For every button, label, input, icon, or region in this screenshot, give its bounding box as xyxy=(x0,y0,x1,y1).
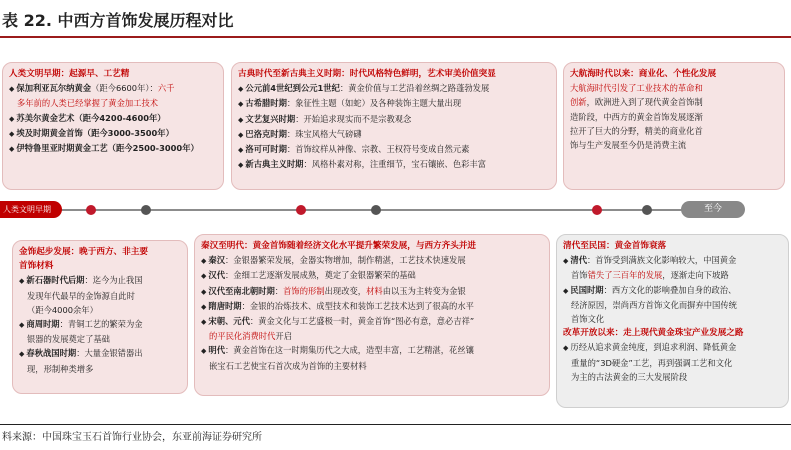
item-text: ：开始追求现实而不是宗教观念 xyxy=(295,113,412,124)
list-item xyxy=(563,340,782,355)
list-item xyxy=(19,346,181,361)
item-text: ： xyxy=(274,285,284,296)
box-heading-cont: 首饰材料 xyxy=(19,261,54,272)
bullet-icon: ◆ xyxy=(201,272,207,281)
bullet-icon: ◆ xyxy=(201,347,207,356)
bullet-icon: ◆ xyxy=(9,129,15,138)
list-item-continuation: 现，形制种类增多 xyxy=(27,363,94,374)
list-item xyxy=(238,142,550,157)
list-item xyxy=(238,127,550,142)
list-item xyxy=(201,268,543,283)
list-item-continuation: （距今4000余年） xyxy=(27,304,98,315)
item-label: 公元前4世纪到公元1世纪 xyxy=(245,83,340,94)
list-item xyxy=(9,81,217,96)
text-line: 造阶段，中西方的黄金首饰发展逐渐 xyxy=(570,111,703,122)
item-highlight: 创新 xyxy=(570,97,587,108)
text-line xyxy=(570,95,778,109)
bullet-icon: ◆ xyxy=(201,287,207,296)
item-text: ：象征性主题（如蛇）及各种装饰主题大量出现 xyxy=(286,98,462,109)
text-line: 大航海时代引发了工业技术的革命和 xyxy=(570,83,703,94)
item-label: 文艺复兴时期 xyxy=(245,113,296,124)
item-label: 汉代 xyxy=(208,270,225,281)
list-item-continuation: 重量的“3D硬金”工艺，再到强调工艺和文化 xyxy=(571,357,733,368)
item-label: 洛可可时期 xyxy=(245,144,287,155)
item-label: 明代 xyxy=(208,345,225,356)
list-item-continuation xyxy=(9,96,217,110)
box-qing-to-modern xyxy=(556,234,789,408)
item-text: 由以玉为主转变为金银 xyxy=(382,285,466,296)
list-item xyxy=(19,273,181,288)
item-text: ：金细工艺逐渐发展成熟，奠定了金银器繁荣的基础 xyxy=(225,270,416,281)
bullet-icon: ◆ xyxy=(201,318,207,327)
item-text: ：黄金文化与工艺盛极一时，黄金首饰“图必有意，意必吉祥” xyxy=(249,316,475,327)
list-item xyxy=(238,112,550,127)
source-note: 料来源：中国珠宝玉石首饰行业协会，东亚前海证券研究所 xyxy=(2,432,262,443)
page-title: 表 22. 中西方首饰发展历程对比 xyxy=(2,11,234,30)
item-text: （距今4200-4600年） xyxy=(74,112,166,123)
box-heading: 秦汉至明代：黄金首饰随着经济文化水平提升繁荣发展，与西方齐头并进 xyxy=(201,241,477,251)
item-text: ，欧洲进入到了现代黄金首饰制 xyxy=(586,97,703,108)
item-highlight: 的平民化消费时代 xyxy=(209,331,276,342)
item-label: 商周时期 xyxy=(26,319,60,330)
box-heading: 清代至民国：黄金首饰衰落 xyxy=(563,241,667,251)
item-text: ：金银的冶炼技术、成型技术和装饰工艺技术达到了很高的水平 xyxy=(241,300,474,311)
box-heading: 古典时代至新古典主义时期：时代风格特色鲜明，艺术审美价值突显 xyxy=(238,69,496,79)
item-highlight: 错失了三百年的发展 xyxy=(587,270,663,281)
bullet-icon: ◆ xyxy=(9,145,15,154)
item-text: ：迄今为止我国 xyxy=(84,275,143,286)
box-heading-2: 改革开放以来：走上现代黄金珠宝产业发展之路 xyxy=(563,328,744,339)
item-text: 历经从追求黄金纯度，到追求利润、降低黄金 xyxy=(570,342,737,353)
bullet-icon: ◆ xyxy=(201,302,207,311)
bullet-icon: ◆ xyxy=(238,100,244,109)
title-divider xyxy=(0,36,791,38)
bullet-icon: ◆ xyxy=(9,85,15,94)
list-item xyxy=(19,317,181,332)
item-label: 新石器时代后期 xyxy=(26,275,85,286)
item-text: （距今2500-3000年） xyxy=(107,143,199,154)
item-label: 宋朝、元代 xyxy=(208,316,250,327)
item-text: ：首饰纹样从神像、宗教、王权符号变成自然元素 xyxy=(286,144,470,155)
item-text: ：西方文化的影响叠加自身的政治、 xyxy=(603,284,737,295)
item-label: 春秋战国时期 xyxy=(26,348,77,359)
item-label: 汉代至南北朝时期 xyxy=(208,285,275,296)
list-item xyxy=(238,81,550,96)
item-highlight: 六千 xyxy=(157,83,175,94)
box-heading: 大航海时代以来：商业化、个性化发展 xyxy=(570,69,717,79)
timeline-end-label: 至今 xyxy=(681,201,745,218)
item-text: ：首饰受到满族文化影响较大，中国黄金 xyxy=(587,255,737,266)
timeline-node xyxy=(141,205,151,215)
list-item xyxy=(201,299,543,314)
item-label: 保加利亚瓦尔纳黄金 xyxy=(16,83,92,94)
bullet-icon: ◆ xyxy=(238,130,244,139)
list-item xyxy=(9,126,217,141)
list-item-continuation: 发现年代最早的金饰源自此时 xyxy=(27,290,135,301)
item-text: ，逐渐走向下坡路 xyxy=(662,270,729,281)
bullet-icon: ◆ xyxy=(563,257,569,266)
bullet-icon: ◆ xyxy=(238,115,244,124)
list-item-continuation xyxy=(201,329,543,343)
bullet-icon: ◆ xyxy=(19,277,25,286)
list-item xyxy=(9,141,217,156)
item-label: 苏美尔黄金艺术 xyxy=(16,112,75,123)
list-item xyxy=(9,111,217,126)
timeline-node xyxy=(86,205,96,215)
item-label: 新古典主义时期 xyxy=(245,159,304,170)
list-item xyxy=(201,343,543,358)
box-classical-era xyxy=(231,62,557,190)
source-divider xyxy=(0,424,791,425)
list-item-continuation: 经济原因，崇尚西方首饰文化而摒弃中国传统 xyxy=(571,299,737,310)
box-age-of-discovery xyxy=(563,62,785,190)
item-text: 开启 xyxy=(275,331,292,342)
list-item xyxy=(238,96,550,111)
box-qin-han-ming xyxy=(194,234,550,396)
item-highlight: 首饰的形制 xyxy=(283,285,325,296)
list-item xyxy=(201,284,543,299)
item-label: 民国时期 xyxy=(570,284,604,295)
timeline-node xyxy=(592,205,602,215)
box-china-early-gold xyxy=(12,240,188,394)
bullet-icon: ◆ xyxy=(563,286,569,295)
bullet-icon: ◆ xyxy=(563,344,569,353)
item-text: （距今6600年）： xyxy=(91,83,158,94)
bullet-icon: ◆ xyxy=(238,146,244,155)
box-early-civilization xyxy=(2,62,224,190)
timeline-node xyxy=(642,205,652,215)
bullet-icon: ◆ xyxy=(201,257,207,266)
timeline-start-label: 人类文明早期 xyxy=(0,201,62,218)
box-heading: 金饰起步发展：晚于西方、非主要 xyxy=(19,247,148,257)
item-label: 伊特鲁里亚时期黄金工艺 xyxy=(16,143,108,154)
item-text: ：青铜工艺的繁荣为金 xyxy=(59,319,143,330)
item-label: 隋唐时期 xyxy=(208,300,242,311)
item-label: 巴洛克时期 xyxy=(245,128,287,139)
bullet-icon: ◆ xyxy=(238,161,244,170)
timeline-node xyxy=(296,205,306,215)
item-text: ：黄金价值与工艺沿着丝绸之路蓬勃发展 xyxy=(339,83,490,94)
item-text: ：风格朴素对称，注重细节，宝石镶嵌、色彩丰富 xyxy=(303,159,487,170)
bullet-icon: ◆ xyxy=(19,350,25,359)
list-item-continuation xyxy=(563,268,782,282)
bullet-icon: ◆ xyxy=(9,114,15,123)
item-highlight: 材料 xyxy=(366,285,383,296)
bullet-icon: ◆ xyxy=(238,85,244,94)
bullet-icon: ◆ xyxy=(19,321,25,330)
item-label: 秦汉 xyxy=(208,255,225,266)
list-item xyxy=(238,157,550,172)
item-text: ：珠宝风格大气磅礴 xyxy=(286,128,362,139)
item-label: 古希腊时期 xyxy=(245,98,287,109)
timeline-node xyxy=(371,205,381,215)
item-text: ：大量金银错器出 xyxy=(76,348,143,359)
item-label: 清代 xyxy=(570,255,587,266)
item-highlight: 多年前的人类已经掌握了黄金加工技术 xyxy=(17,98,159,109)
item-text: ：金银器繁荣发展，金器实物增加，制作精湛，工艺技术快速发展 xyxy=(225,255,466,266)
item-text: 首饰 xyxy=(571,270,588,281)
list-item-continuation: 嵌宝石工艺使宝石首次成为首饰的主要材料 xyxy=(209,360,367,371)
list-item-continuation: 银器的发展奠定了基础 xyxy=(27,334,110,345)
item-text: （距今3000-3500年） xyxy=(82,127,174,138)
item-text: 出现改变， xyxy=(324,285,367,296)
box-heading: 人类文明早期：起源早、工艺精 xyxy=(9,69,130,79)
list-item xyxy=(201,253,543,268)
text-line: 拉开了巨大的分野，精美的商业化首 xyxy=(570,125,703,136)
item-label: 埃及时期黄金首饰 xyxy=(16,127,83,138)
list-item xyxy=(563,253,782,268)
list-item-continuation: 为主的古法黄金的三大发展阶段 xyxy=(571,371,688,382)
list-item xyxy=(201,314,543,329)
list-item xyxy=(563,283,782,298)
list-item-continuation: 首饰文化 xyxy=(571,314,605,325)
text-line: 饰与生产发展至今仍是消费主流 xyxy=(570,140,687,151)
item-text: ：黄金首饰在这一时期集历代之大成，造型丰富，工艺精湛，花丝镶 xyxy=(225,345,474,356)
